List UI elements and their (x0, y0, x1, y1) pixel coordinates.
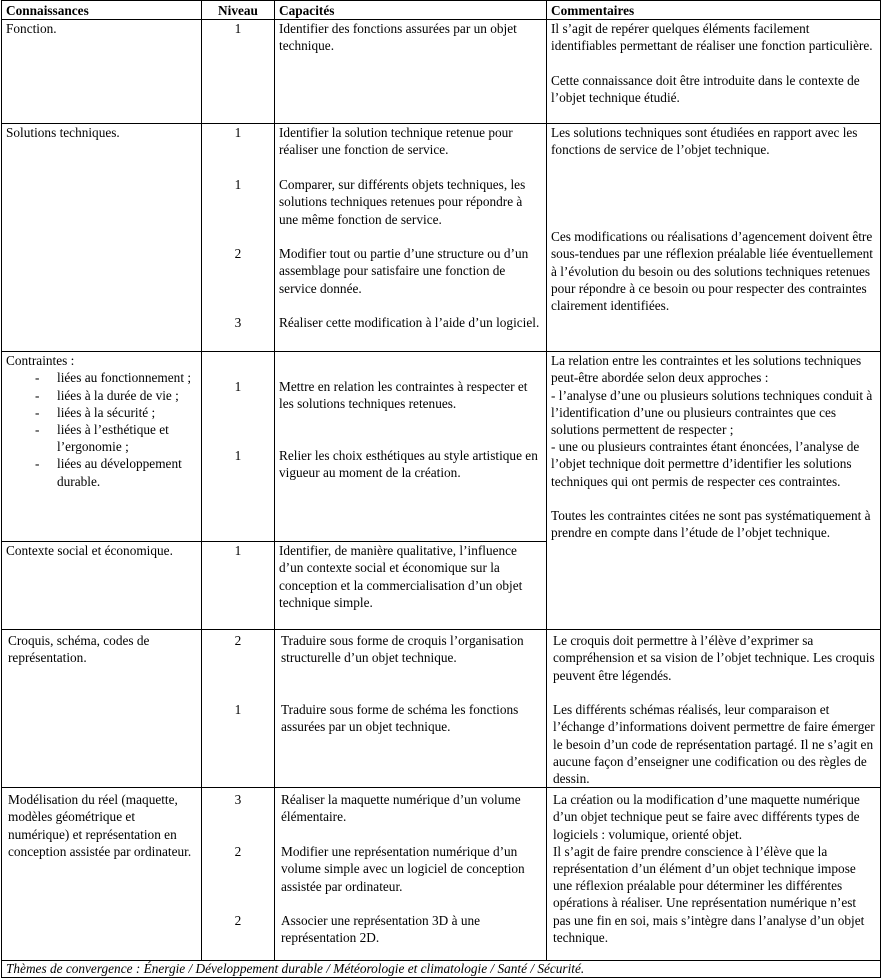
header-commentaires: Commentaires (547, 1, 881, 20)
connaissance-cell: Modélisation du réel (maquette, modèles géométrique et numérique) et représentation en conception assistée par ordinateur. (2, 788, 202, 961)
header-connaissances: Connaissances (2, 1, 202, 20)
table-row (2, 20, 881, 124)
curriculum-table (1, 0, 881, 978)
connaissance-cell: Contraintes : - liées au fonctionnement ; - liées à la durée de vie ; - liées à la sécurité ; - liées à l’esthétique et l’ergonomie ; - liées au développement durable. (2, 352, 202, 542)
list-item: - liées au fonctionnement ; (6, 369, 197, 386)
list-item: - liées à la durée de vie ; (6, 387, 197, 404)
footer-row (2, 961, 881, 978)
table-row (2, 630, 881, 788)
niveau-cell: 3 2 2 (202, 788, 275, 961)
table-row (2, 352, 881, 542)
capacite-cell: Identifier la solution technique retenue pour réaliser une fonction de service. Comparer, sur différents objets techniques, les solutions techniques retenues pour répondre à une même fonction de service. Modifier tout ou partie d’une structure ou d’un assemblage pour satisfaire une fonction de service donnée. Réaliser cette modification à l’aide d’un logiciel. (275, 124, 547, 352)
connaissance-cell: Fonction. (2, 20, 202, 124)
capacite-cell: Traduire sous forme de croquis l’organisation structurelle d’un objet technique. Traduire sous forme de schéma les fonctions assurées par un objet technique. (275, 630, 547, 788)
commentaire-cell: Il s’agit de repérer quelques éléments facilement identifiables permettant de réaliser une fonction particulière. Cette connaissance doit être introduite dans le contexte de l’objet technique étudié. (547, 20, 881, 124)
niveau-cell: 2 1 (202, 630, 275, 788)
table-row (2, 124, 881, 352)
commentaire-cell: Les solutions techniques sont étudiées en rapport avec les fonctions de service de l’objet technique. Ces modifications ou réalisations d’agencement doivent être sous-tendues par une réflexion préalable liée éventuellement à l’évolution du besoin ou des solutions techniques retenues pour répondre à ce besoin ou pour respecter des contraintes clairement identifiées. (547, 124, 881, 352)
contraintes-list (6, 369, 197, 489)
niveau-cell: 1 (202, 20, 275, 124)
niveau-cell: 1 (202, 542, 275, 630)
header-row (2, 1, 881, 20)
connaissance-cell: Croquis, schéma, codes de représentation. (2, 630, 202, 788)
commentaire-cell: La relation entre les contraintes et les solutions techniques peut-être abordée selon deux approches : - l’analyse d’une ou plusieurs solutions techniques conduit à l’identification d’une ou plusieurs contraintes que ces solutions permettent de respecter ; - une ou plusieurs contraintes étant énoncées, l’analyse de l’objet technique doit permettre d’identifier les solutions techniques qui ont permis de respecter ces contraintes. Toutes les contraintes citées ne sont pas systématiquement à prendre en compte dans l’étude de l’objet technique. (547, 352, 881, 630)
connaissance-cell: Contexte social et économique. (2, 542, 202, 630)
connaissance-cell: Solutions techniques. (2, 124, 202, 352)
capacite-cell: Réaliser la maquette numérique d’un volume élémentaire. Modifier une représentation numérique d’un volume simple avec un logiciel de conception assistée par ordinateur. Associer une représentation 3D à une représentation 2D. (275, 788, 547, 961)
convergence-themes: Thèmes de convergence : Énergie / Développement durable / Météorologie et climatologie / Santé / Sécurité. (2, 961, 881, 978)
niveau-cell: 1 1 2 3 (202, 124, 275, 352)
capacite-cell: Identifier des fonctions assurées par un objet technique. (275, 20, 547, 124)
capacite-cell: Identifier, de manière qualitative, l’influence d’un contexte social et économique sur la conception et la commercialisation d’un objet technique simple. (275, 542, 547, 630)
table-row (2, 788, 881, 961)
capacite-cell: Mettre en relation les contraintes à respecter et les solutions techniques retenues. Relier les choix esthétiques au style artistique en vigueur au moment de la création. (275, 352, 547, 542)
header-capacites: Capacités (275, 1, 547, 20)
list-item: - liées à la sécurité ; (6, 404, 197, 421)
commentaire-cell: Le croquis doit permettre à l’élève d’exprimer sa compréhension et sa vision de l’objet technique. Les croquis peuvent être légendés. Les différents schémas réalisés, leur comparaison et l’échange d’informations doivent permettre de faire émerger le besoin d’un code de représentation partagé. Il ne s’agit en aucune façon d’enseigner une codification ou des règles de dessin. (547, 630, 881, 788)
list-item: - liées à l’esthétique et l’ergonomie ; (6, 421, 197, 455)
list-item: - liées au développement durable. (6, 455, 197, 489)
niveau-cell: 1 1 (202, 352, 275, 542)
header-niveau: Niveau (202, 1, 275, 20)
commentaire-cell: La création ou la modification d’une maquette numérique d’un objet technique peut se faire avec différents types de logiciels : volumique, orienté objet. Il s’agit de faire prendre conscience à l’élève que la représentation d’un élément d’un objet technique impose une réflexion préalable pour déterminer les différentes opérations à réaliser. Une représentation numérique n’est pas une fin en soi, mais s’intègre dans l’analyse d’un objet technique. (547, 788, 881, 961)
